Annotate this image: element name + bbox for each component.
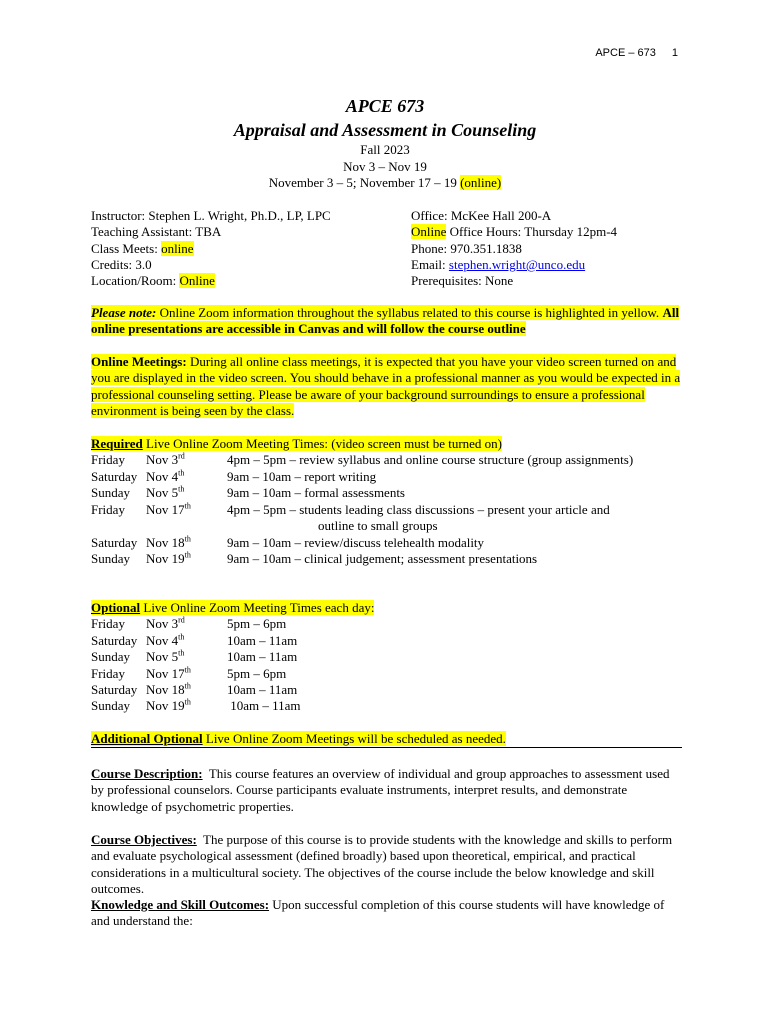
- optional-time: 10am – 11am: [227, 633, 298, 648]
- optional-date: Nov 19th: [146, 697, 191, 713]
- optional-day: Saturday: [91, 682, 138, 697]
- course-info-right: [411, 208, 617, 289]
- schedule-date: Nov 19th: [146, 550, 191, 566]
- online-meetings-paragraph: [91, 354, 681, 419]
- office-hours-online: Online: [411, 224, 447, 240]
- optional-day: Friday: [91, 666, 125, 681]
- optional-date: Nov 3rd: [146, 615, 185, 631]
- optional-date: Nov 18th: [146, 681, 191, 697]
- schedule-date: Nov 18th: [146, 534, 191, 550]
- schedule-desc: 4pm – 5pm – review syllabus and online course structure (group assignments): [227, 452, 634, 467]
- optional-date: Nov 5th: [146, 648, 185, 664]
- term: Fall 2023: [360, 142, 410, 157]
- course-objectives: [91, 832, 681, 897]
- prerequisites: Prerequisites: None: [411, 273, 514, 289]
- date-detail: [0, 175, 770, 191]
- email-label: Email:: [411, 256, 449, 272]
- header-course-code: APCE – 673: [595, 47, 656, 59]
- date-detail-text: November 3 – 5; November 17 – 19: [268, 175, 457, 190]
- office: Office: McKee Hall 200-A: [411, 208, 552, 223]
- schedule-desc: 9am – 10am – clinical judgement; assessment presentations: [227, 551, 538, 566]
- course-info-left: [91, 208, 331, 289]
- please-note-paragraph: [91, 305, 681, 338]
- section-divider: [91, 747, 682, 748]
- schedule-continuation: outline to small groups: [318, 518, 438, 533]
- optional-heading: [91, 600, 681, 616]
- page-header: [579, 47, 678, 59]
- location: [91, 273, 331, 289]
- instructor: Instructor: Stephen L. Wright, Ph.D., LP, LPC: [91, 208, 331, 223]
- additional-text: Live Online Zoom Meetings will be scheduled as needed.: [202, 731, 506, 746]
- optional-time: 5pm – 6pm: [227, 616, 287, 631]
- optional-text: Live Online Zoom Meeting Times each day:: [140, 600, 375, 615]
- online-tag: (online): [460, 175, 502, 190]
- optional-day: Sunday: [91, 649, 130, 664]
- required-label: Required: [91, 436, 143, 451]
- schedule-desc: 4pm – 5pm – students leading class discussions – present your article and: [227, 502, 610, 517]
- schedule-desc: 9am – 10am – report writing: [227, 469, 377, 484]
- schedule-date: Nov 5th: [146, 484, 185, 500]
- optional-date: Nov 17th: [146, 665, 191, 681]
- teaching-assistant: Teaching Assistant: TBA: [91, 224, 222, 240]
- course-description-label: Course Description:: [91, 766, 203, 781]
- schedule-desc: 9am – 10am – review/discuss telehealth modality: [227, 535, 485, 550]
- optional-label: Optional: [91, 600, 141, 615]
- credits: Credits: 3.0: [91, 256, 152, 272]
- email: [411, 257, 617, 273]
- class-meets-label: Class Meets:: [91, 240, 162, 256]
- email-link[interactable]: stephen.wright@unco.edu: [448, 256, 586, 272]
- schedule-desc: 9am – 10am – formal assessments: [227, 485, 405, 500]
- additional-label: Additional Optional: [91, 731, 203, 746]
- schedule-day: Sunday: [91, 551, 130, 566]
- course-description-text: This course features an overview of individual and group approaches to assessment used by professional counselors. Course participants evaluate instruments, interpret results, and demonstrate knowledge of psychometric properties.: [91, 766, 673, 814]
- schedule-day: Saturday: [91, 535, 138, 550]
- class-meets-value: online: [161, 240, 194, 256]
- phone: Phone: 970.351.1838: [411, 240, 522, 256]
- class-meets: [91, 241, 331, 257]
- outcomes-label: Knowledge and Skill Outcomes:: [91, 897, 270, 912]
- location-value: Online: [179, 273, 215, 289]
- optional-date: Nov 4th: [146, 632, 185, 648]
- optional-day: Sunday: [91, 698, 130, 713]
- office-hours-text: Office Hours: Thursday 12pm-4: [446, 224, 618, 240]
- course-objectives-label: Course Objectives:: [91, 832, 197, 847]
- course-objectives-text: The purpose of this course is to provide students with the knowledge and skills to perform and evaluate psychological assessment (defined broadly) based upon theoretical, empirical, and practical considerations in a multicultural society. The objectives of the course include the below knowledge and skill outcomes.: [91, 832, 676, 896]
- online-meetings-text: During all online class meetings, it is expected that you have your video screen turned on and you are displayed in the video screen. You should behave in a professional manner as you would be expected in a professional counseling setting. Please be aware of your background surroundings to ensure a professional environment is being seen by the class.: [91, 354, 681, 418]
- optional-time: 5pm – 6pm: [227, 666, 287, 681]
- schedule-day: Sunday: [91, 485, 130, 500]
- knowledge-outcomes: [91, 897, 681, 930]
- required-heading: [91, 436, 681, 452]
- schedule-day: Saturday: [91, 469, 138, 484]
- page-number: 1: [671, 47, 678, 59]
- office-hours: [411, 224, 617, 240]
- online-meetings-label: Online Meetings:: [91, 354, 187, 369]
- optional-time: 10am – 11am: [227, 682, 298, 697]
- please-note-bold: All online presentations are accessible in Canvas and will follow the course outline: [91, 305, 680, 337]
- required-text: Live Online Zoom Meeting Times: (video screen must be turned on): [142, 436, 503, 451]
- optional-time: 10am – 11am: [227, 649, 298, 664]
- schedule-date: Nov 4th: [146, 468, 185, 484]
- schedule-day: Friday: [91, 502, 125, 517]
- schedule-date: Nov 3rd: [146, 451, 185, 467]
- schedule-day: Friday: [91, 452, 125, 467]
- date-range: Nov 3 – Nov 19: [343, 159, 427, 174]
- optional-time: 10am – 11am: [227, 698, 301, 713]
- additional-optional: [91, 731, 681, 747]
- outcomes-text: Upon successful completion of this course students will have knowledge of and understand the:: [91, 897, 665, 929]
- optional-day: Friday: [91, 616, 125, 631]
- course-description: [91, 766, 681, 815]
- schedule-date: Nov 17th: [146, 501, 191, 517]
- please-note-label: Please note:: [91, 305, 157, 320]
- location-label: Location/Room:: [91, 273, 180, 289]
- course-name-title: Appraisal and Assessment in Counseling: [233, 120, 537, 140]
- please-note-text: Online Zoom information throughout the syllabus related to this course is highlighted in yellow.: [156, 305, 663, 320]
- optional-day: Saturday: [91, 633, 138, 648]
- course-number-title: APCE 673: [345, 96, 425, 116]
